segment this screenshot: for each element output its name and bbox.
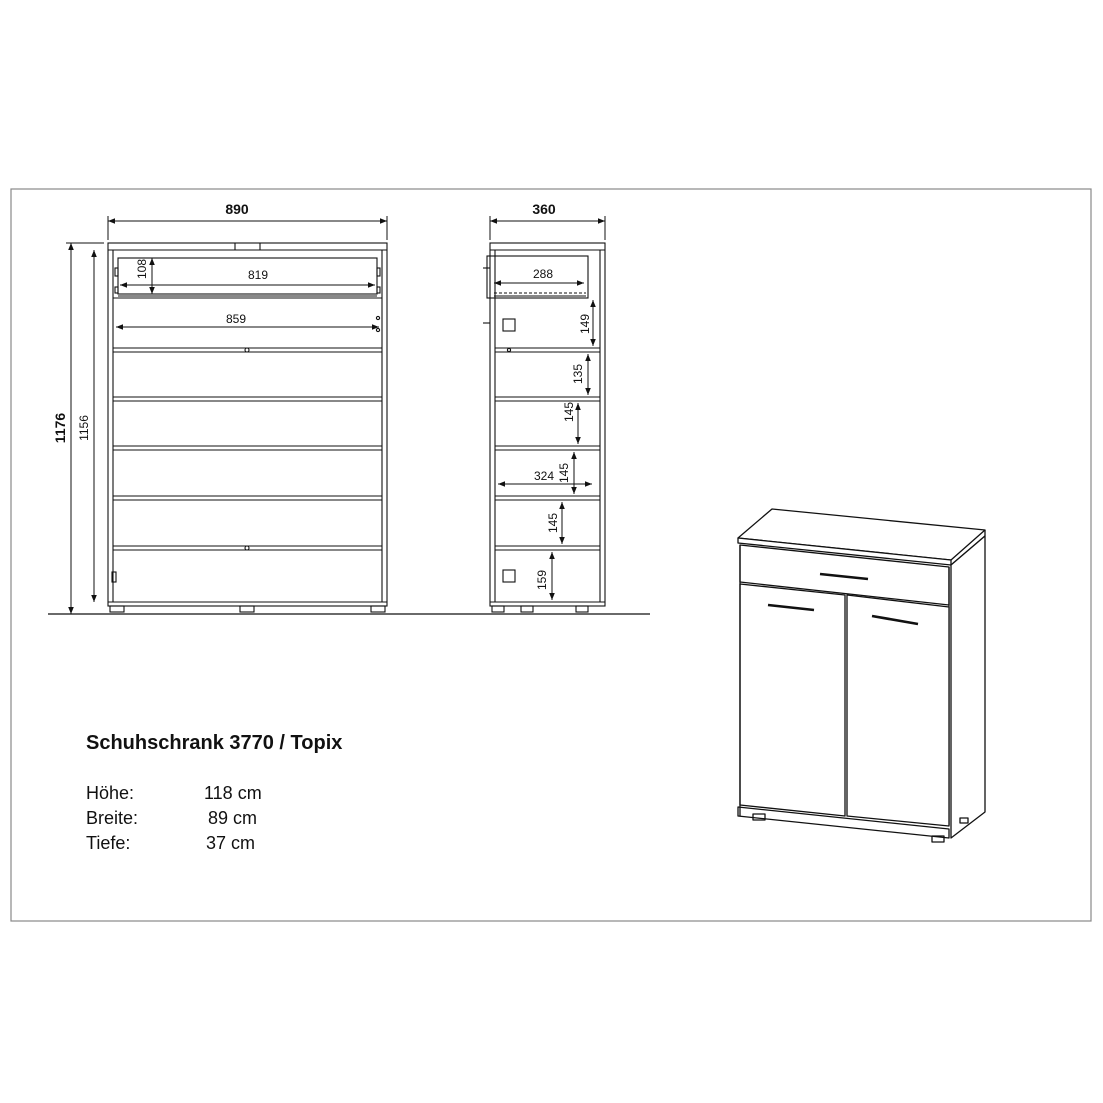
side-depth-total: 360 xyxy=(532,201,556,217)
side-shelf-depth: 324 xyxy=(533,469,555,483)
front-inner-width: 859 xyxy=(225,312,247,326)
side-spacing-4: 145 xyxy=(546,512,560,534)
side-drawer-depth: 288 xyxy=(532,267,554,281)
spec-value: 89 cm xyxy=(208,808,258,828)
front-height-body: 1156 xyxy=(77,415,91,441)
side-spacing-bottom: 159 xyxy=(535,569,549,591)
spec-label: Breite: xyxy=(86,808,139,828)
perspective-view xyxy=(738,509,985,842)
side-spacing-3: 145 xyxy=(557,462,571,484)
product-info xyxy=(86,732,342,856)
side-view xyxy=(483,243,605,612)
front-view xyxy=(108,243,387,612)
product-title: Schuhschrank 3770 / Topix xyxy=(86,732,343,754)
side-spacing-2: 145 xyxy=(562,401,576,423)
front-drawer-inner-width: 819 xyxy=(247,268,269,282)
spec-value: 37 cm xyxy=(206,833,256,853)
front-width-total: 890 xyxy=(225,201,249,217)
front-drawer-height: 108 xyxy=(135,258,149,280)
side-spacing-1: 135 xyxy=(571,363,585,385)
side-spacing-top: 149 xyxy=(578,313,592,335)
front-height-total: 1176 xyxy=(52,412,68,444)
spec-label: Höhe: xyxy=(86,783,135,803)
spec-row-depth xyxy=(86,831,342,856)
front-dimension-lines xyxy=(66,216,387,614)
spec-row-width xyxy=(86,806,342,831)
spec-label: Tiefe: xyxy=(86,833,131,853)
spec-row-height xyxy=(86,781,342,806)
spec-value: 118 cm xyxy=(204,783,262,803)
